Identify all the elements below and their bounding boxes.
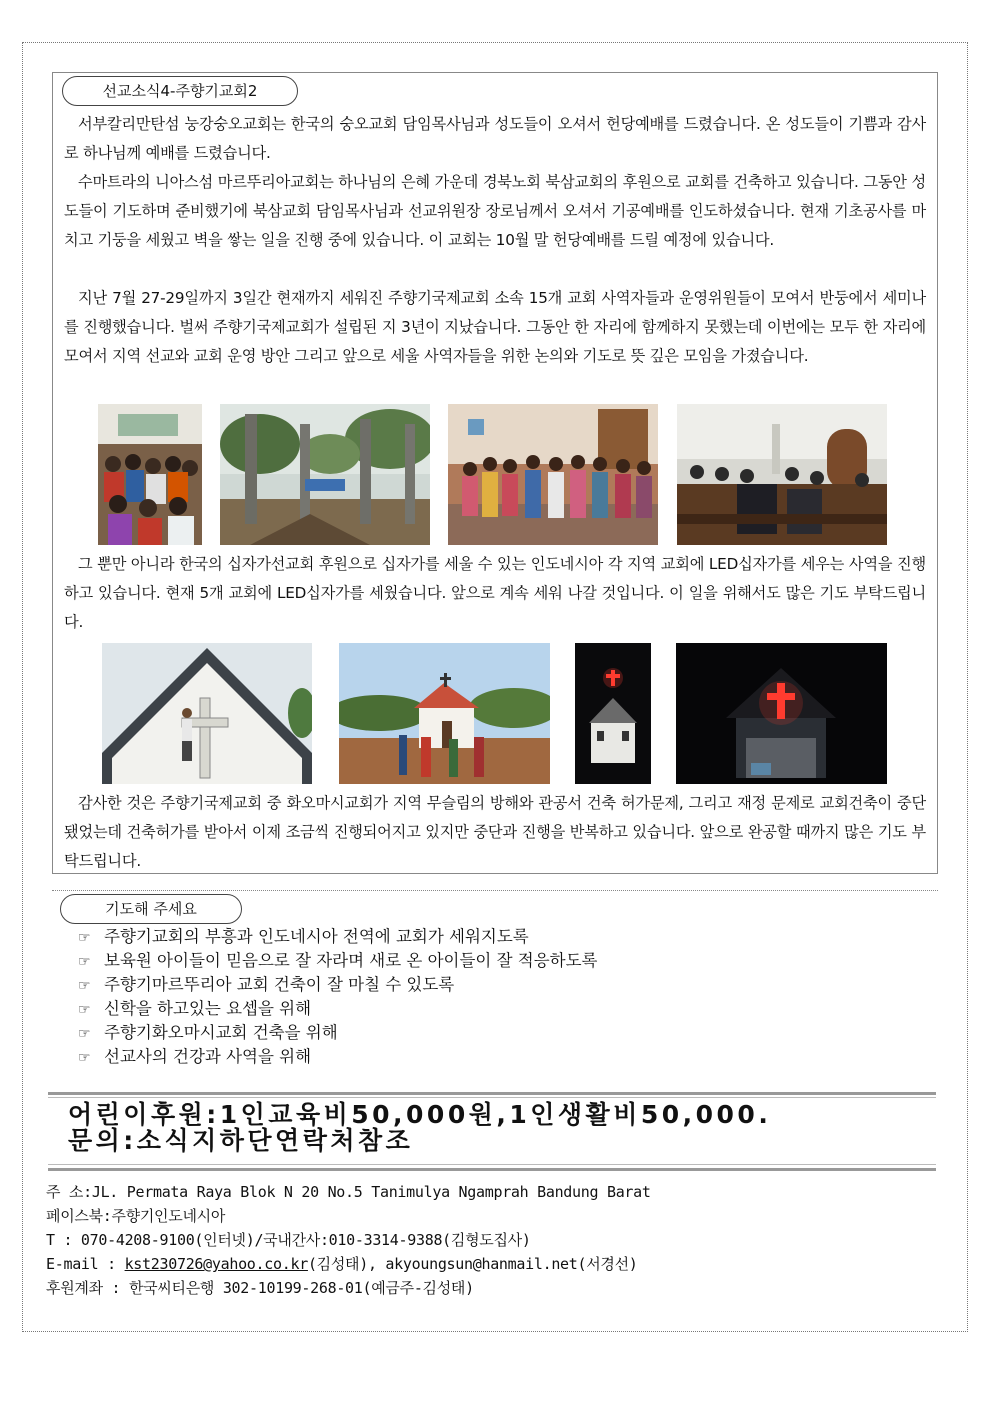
section-divider bbox=[52, 890, 938, 891]
news-paragraph-2: 수마트라의 니아스섬 마르뚜리아교회는 하나님의 은혜 가운데 경북노회 북삼교회의 후원으로 교회를 건축하고 있습니다. 그동안 성도들이 기도하며 준비했기에 북삼교회 담임목사님과 선교위원장 장로님께서 오셔서 기공예배를 인도하셨습니다. 현재 기초공사를 마치고 기둥을 세웠고 벽을 쌓는 일을 진행 중에 있습니다. 이 교회는 10월 말 헌당예배를 드릴 예정에 있습니다. bbox=[64, 173, 926, 249]
pointing-hand-icon: ☞ bbox=[78, 1050, 91, 1066]
contact-facebook: 페이스북:주향기인도네시아 bbox=[46, 1207, 226, 1225]
pointing-hand-icon: ☞ bbox=[78, 954, 91, 970]
news-heading: 선교소식4-주향기교회2 bbox=[62, 76, 298, 106]
email-link[interactable]: kst230726@yahoo.co.kr bbox=[124, 1255, 308, 1273]
contact-info bbox=[46, 1180, 651, 1300]
news-paragraph-3: 지난 7월 27-29일까지 3일간 현재까지 세워진 주향기국제교회 소속 15개 교회 사역자들과 운영위원들이 모여서 반둥에서 세미나를 진행했습니다. 벌써 주향기국제교회가 설립된 지 3년이 지났습니다. 그동안 한 자리에 함께하지 못했는데 이번에는 모두 한 자리에 모여서 지역 선교와 교회 운영 방안 그리고 앞으로 세울 사역자들을 위한 논의와 기도로 뜻 깊은 모임을 가졌습니다. bbox=[64, 289, 926, 365]
prayer-item: ☞ 선교사의 건강과 사역을 위해 bbox=[78, 1045, 598, 1069]
banner-top-rule-thin bbox=[48, 1097, 936, 1098]
prayer-item: ☞ 주향기화오마시교회 건축을 위해 bbox=[78, 1021, 598, 1045]
contact-email: E-mail : kst230726@yahoo.co.kr(김성태), akyoungsun@hanmail.net(서경선) bbox=[46, 1255, 638, 1273]
pointing-hand-icon: ☞ bbox=[78, 1002, 91, 1018]
news-paragraph-5: 감사한 것은 주향기국제교회 중 화오마시교회가 지역 무슬림의 방해와 관공서 건축 허가문제, 그리고 재정 문제로 교회건축이 중단됐었는데 건축허가를 받아서 이제 조금씩 진행되어지고 있지만 중단과 진행을 반복하고 있습니다. 앞으로 완공할 때까지 많은 기도 부탁드립니다. bbox=[64, 794, 926, 870]
new-church-building-photo bbox=[339, 643, 550, 784]
banner-bottom-rule-thin bbox=[48, 1164, 936, 1165]
prayer-heading: 기도해 주세요 bbox=[60, 894, 242, 924]
news-paragraph-4: 그 뿐만 아니라 한국의 십자가선교회 후원으로 십자가를 세울 수 있는 인도네시아 각 지역 교회에 LED십자가를 세우는 사역을 진행하고 있습니다. 현재 5개 교회에 LED십자가를 세웠습니다. 앞으로 계속 세워 나갈 것입니다. 이 일을 위해서도 많은 기도 부탁드립니다. bbox=[64, 555, 926, 631]
prayer-list bbox=[78, 925, 598, 1069]
seminar-crowd-photo bbox=[98, 404, 202, 545]
sponsorship-banner-line2: 문의:소식지하단연락처참조 bbox=[68, 1126, 414, 1155]
church-group-photo bbox=[448, 404, 658, 545]
contact-account: 후원계좌 : 한국씨티은행 302-10199-268-01(예금주-김성태) bbox=[46, 1279, 474, 1297]
seminar-hall-photo bbox=[677, 404, 887, 545]
banner-top-rule bbox=[48, 1092, 936, 1095]
pointing-hand-icon: ☞ bbox=[78, 978, 91, 994]
contact-address: 주 소:JL. Permata Raya Blok N 20 No.5 Tanimulya Ngamprah Bandung Barat bbox=[46, 1183, 651, 1201]
prayer-item: ☞ 보육원 아이들이 믿음으로 잘 자라며 새로 온 아이들이 잘 적응하도록 bbox=[78, 949, 598, 973]
construction-site-photo bbox=[220, 404, 430, 545]
banner-bottom-rule bbox=[48, 1168, 936, 1171]
cross-installation-photo bbox=[102, 643, 312, 784]
sponsorship-banner-line1: 어린이후원:1인교육비50,000원,1인생활비50,000. bbox=[68, 1100, 772, 1129]
prayer-item: ☞ 주향기마르뚜리아 교회 건축이 잘 마칠 수 있도록 bbox=[78, 973, 598, 997]
led-cross-night-photo bbox=[676, 643, 887, 784]
pointing-hand-icon: ☞ bbox=[78, 1026, 91, 1042]
news-paragraph-1: 서부칼리만탄섬 눙강숭오교회는 한국의 숭오교회 담임목사님과 성도들이 오셔서 헌당예배를 드렸습니다. 온 성도들이 기쁨과 감사로 하나님께 예배를 드렸습니다. bbox=[64, 115, 926, 162]
contact-phone: T : 070-4208-9100(인터넷)/국내간사:010-3314-9388(김형도집사) bbox=[46, 1231, 531, 1249]
pointing-hand-icon: ☞ bbox=[78, 930, 91, 946]
lit-cross-chapel-photo bbox=[575, 643, 651, 784]
prayer-item: ☞ 신학을 하고있는 요셉을 위해 bbox=[78, 997, 598, 1021]
prayer-item: ☞ 주향기교회의 부흥과 인도네시아 전역에 교회가 세워지도록 bbox=[78, 925, 598, 949]
